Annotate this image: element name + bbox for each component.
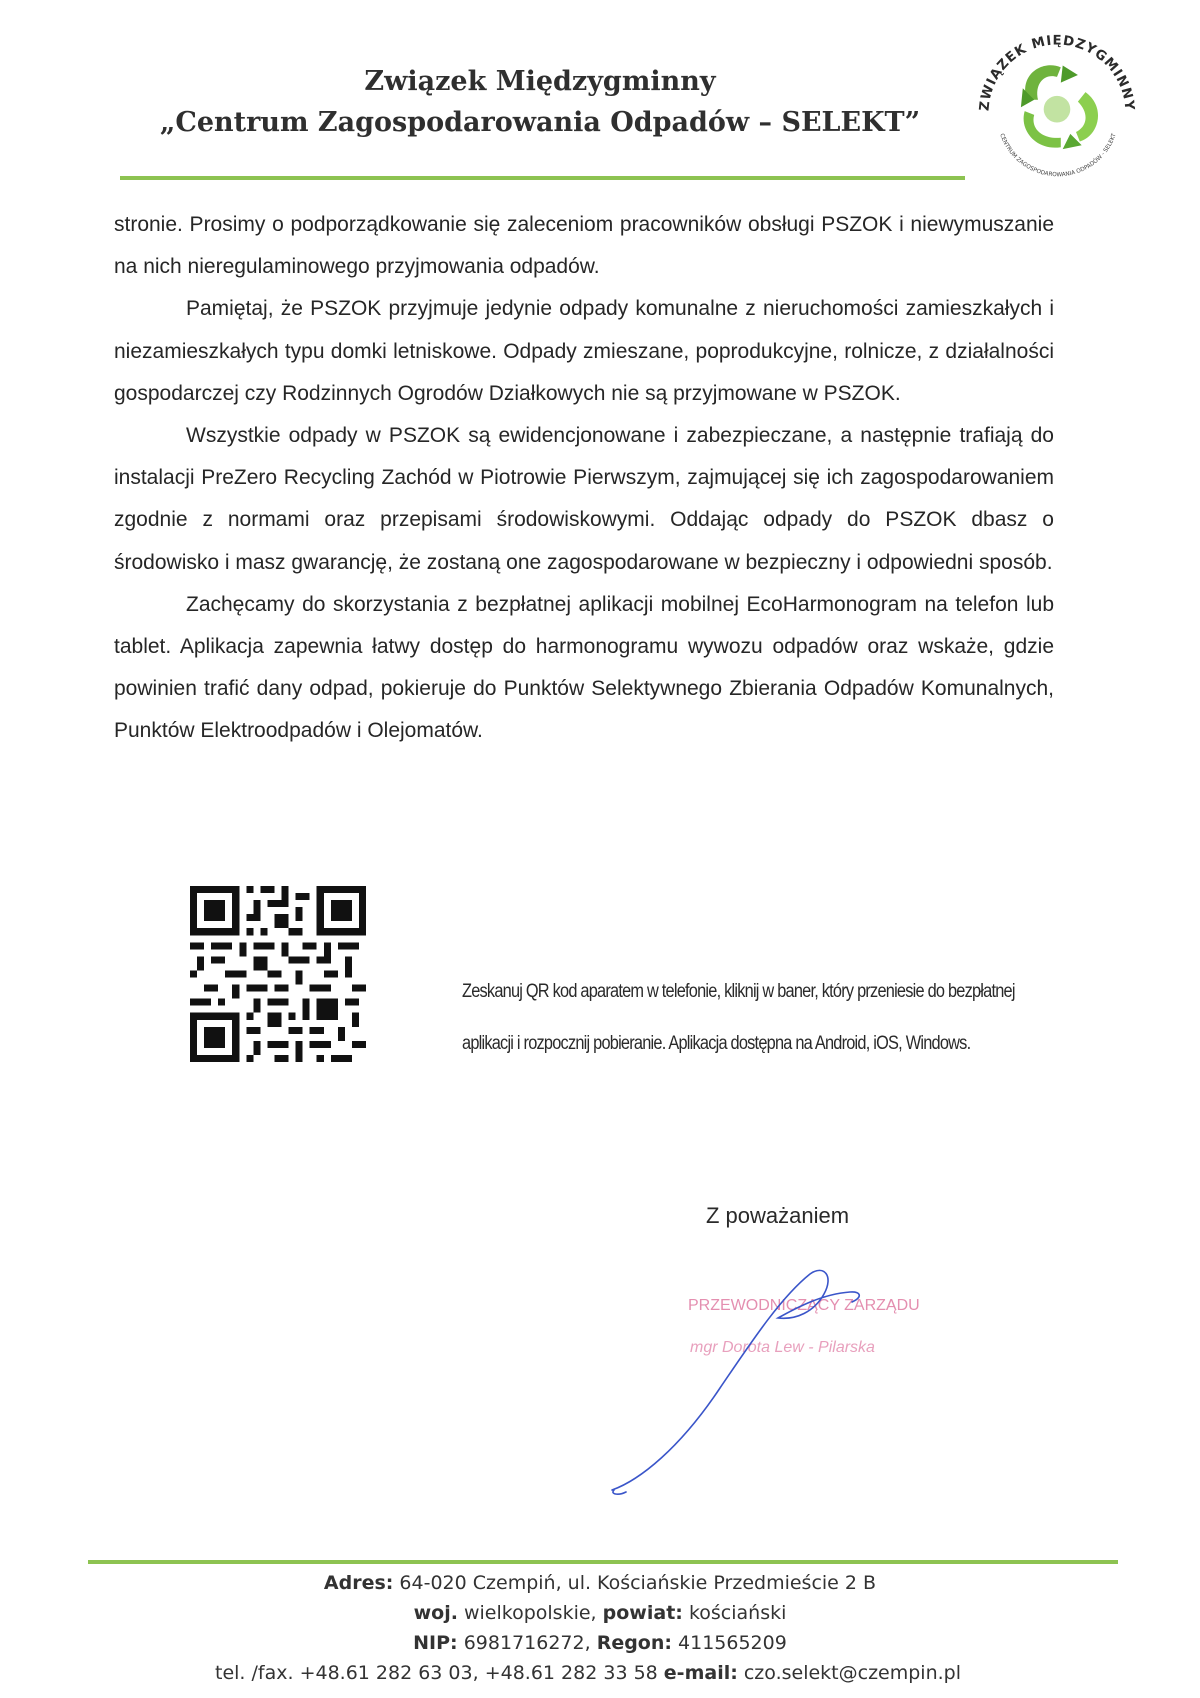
voivodeship-label: woj.	[413, 1602, 458, 1624]
county-value: kościański	[688, 1602, 787, 1624]
address-label: Adres:	[323, 1572, 394, 1594]
organization-full-name: „Centrum Zagospodarowania Odpadów – SELEKT”	[159, 107, 921, 138]
organization-name: Związek Międzygminny	[364, 66, 716, 97]
paragraph-accepted-waste: Pamiętaj, że PSZOK przyjmuje jedynie odpady komunalne z nieruchomości zamieszkałych i niezamieszkałych typu domki letniskowe. Odpady zmieszane, poprodukcyjne, rolnicze, z działalności gospodarczej czy Rodzinnych Ogrodów Działkowych nie są przyjmowane w PSZOK.	[114, 297, 1054, 405]
phone-label: tel. /fax.	[215, 1662, 294, 1684]
regon-label: Regon:	[596, 1632, 672, 1654]
paragraph-continuation: stronie. Prosimy o podporządkowanie się zaleceniom pracowników obsługi PSZOK i niewymuszanie na nich nieregulaminowego przyjmowania odpadów.	[114, 213, 1054, 279]
voivodeship-value: wielkopolskie,	[463, 1602, 597, 1624]
regon-value: 411565209	[678, 1632, 787, 1654]
footer-address	[120, 1568, 1080, 1598]
letterhead-title	[120, 62, 960, 144]
logo-inner-text: CENTRUM ZAGOSPODAROWANIA ODPADÓW - SELEKT	[998, 132, 1118, 179]
qr-caption-line1: Zeskanuj QR kod aparatem w telefonie, kliknij w baner, który przeniesie do bezpłatnej	[462, 981, 1015, 1002]
stamp-title: PRZEWODNICZĄCY ZARZĄDU	[688, 1297, 920, 1314]
closing-phrase: Z poważaniem	[706, 1203, 850, 1228]
email-label: e-mail:	[663, 1662, 738, 1684]
recycling-logo-icon	[962, 18, 1152, 208]
county-label: powiat:	[602, 1602, 683, 1624]
stamp-name: mgr Dorota Lew - Pilarska	[690, 1339, 875, 1356]
footer-registration	[120, 1628, 1080, 1658]
nip-label: NIP:	[413, 1632, 458, 1654]
paragraph-mobile-app: Zachęcamy do skorzystania z bezpłatnej aplikacji mobilnej EcoHarmonogram na telefon lub tablet. Aplikacja zapewnia łatwy dostęp do harmonogramu wywozu odpadów oraz wskaże, gdzie powinien trafić dany odpad, pokieruje do Punktów Selektywnego Zbierania Odpadów Komunalnych, Punktów Elektroodpadów i Olejomatów.	[114, 592, 1054, 743]
phone-value: +48.61 282 63 03, +48.61 282 33 58	[299, 1662, 658, 1684]
qr-caption-line2: aplikacji i rozpocznij pobieranie. Aplikacja dostępna na Android, iOS, Windows.	[462, 1033, 971, 1054]
footer-divider	[88, 1560, 1118, 1564]
qr-code-icon	[190, 886, 366, 1062]
signature-stamp	[600, 1268, 940, 1508]
letter-body	[114, 204, 1054, 753]
email-value: czo.selekt@czempin.pl	[743, 1662, 961, 1684]
nip-value: 6981716272,	[463, 1632, 591, 1654]
header-divider	[120, 176, 965, 180]
footer-contact	[120, 1568, 1080, 1688]
address-value: 64-020 Czempiń, ul. Kościańskie Przedmieście 2 B	[399, 1572, 877, 1594]
qr-caption	[462, 966, 1064, 1070]
footer-region	[120, 1598, 1080, 1628]
footer-contact-line	[120, 1658, 1080, 1688]
paragraph-waste-processing: Wszystkie odpady w PSZOK są ewidencjonowane i zabezpieczane, a następnie trafiają do instalacji PreZero Recycling Zachód w Piotrowie Pierwszym, zajmującej się ich zagospodarowaniem zgodnie z normami oraz przepisami środowiskowymi. Oddając odpady do PSZOK dbasz o środowisko i masz gwarancję, że zostaną one zagospodarowane w bezpieczny i odpowiedni sposób.	[114, 424, 1054, 574]
logo-outer-text: ZWIĄZEK MIĘDZYGMINNY	[977, 33, 1137, 112]
